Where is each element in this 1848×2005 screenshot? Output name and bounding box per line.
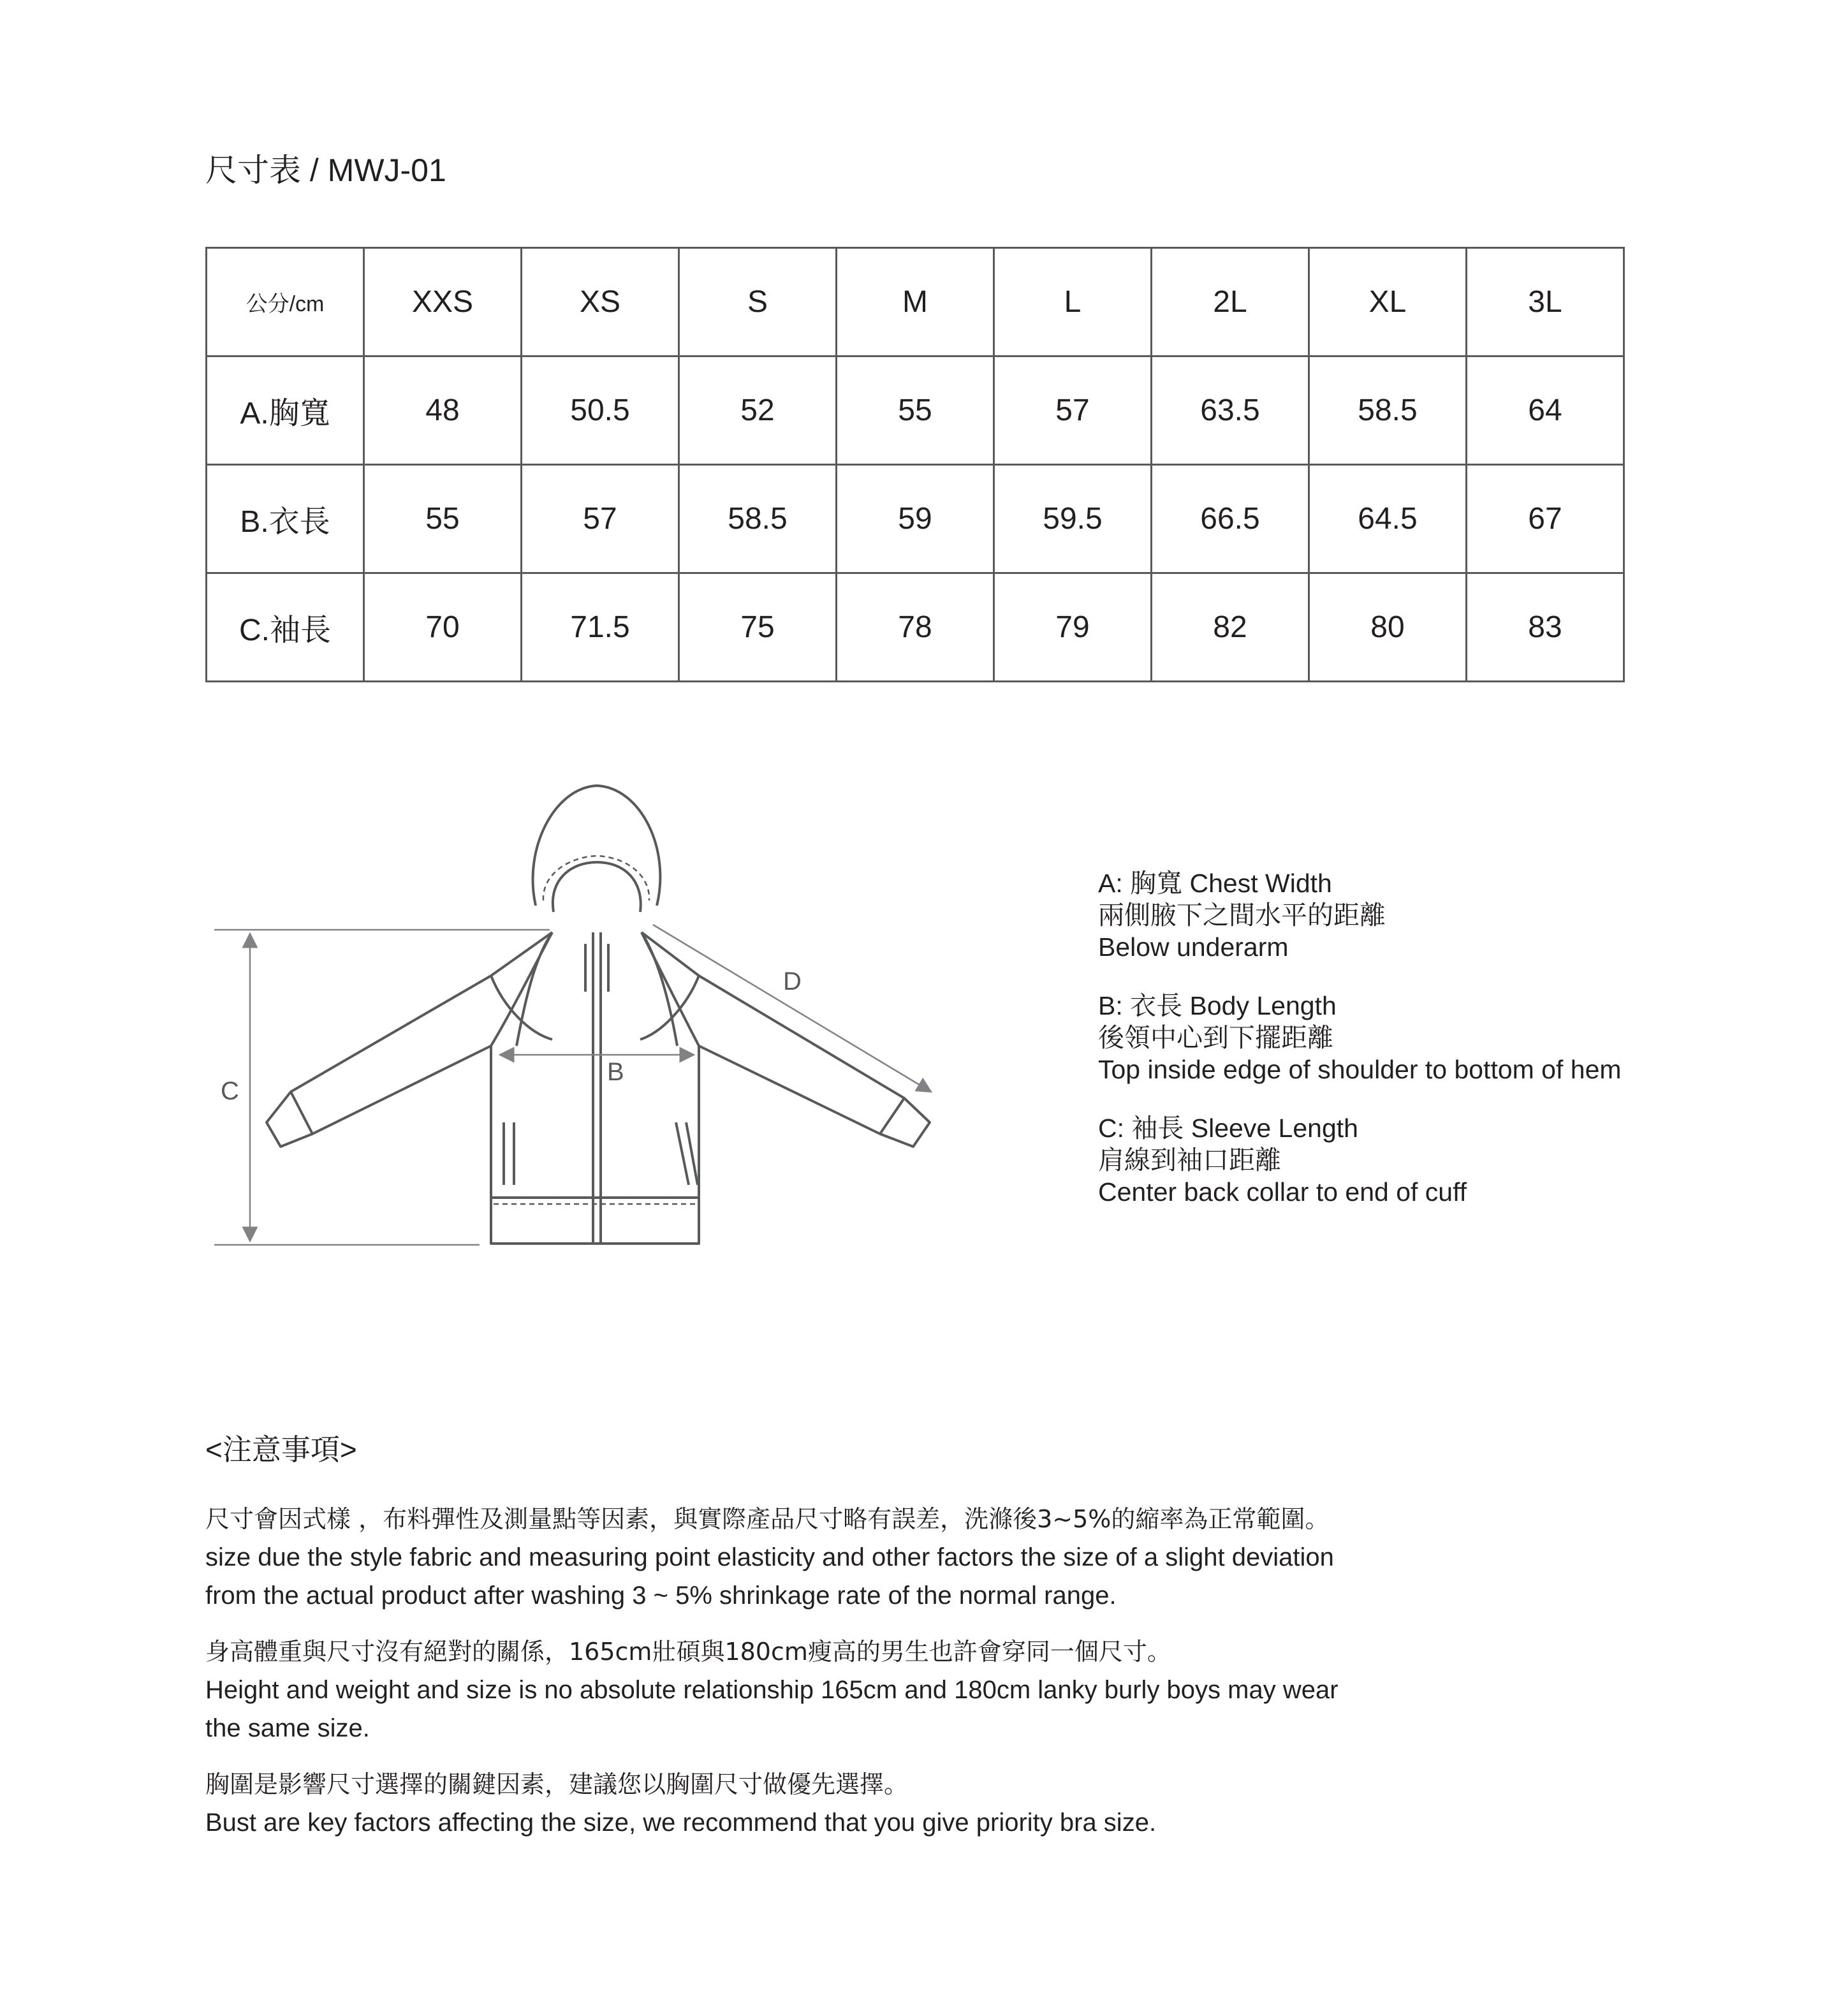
note-en: Height and weight and size is no absolute relationship 165cm and 180cm lanky burly boys may wear bbox=[205, 1676, 1338, 1704]
size-table bbox=[205, 247, 1625, 682]
table-row bbox=[207, 465, 1624, 573]
notes-title: <注意事項> bbox=[205, 1433, 357, 1466]
table-cell: 58.5 bbox=[1309, 356, 1467, 465]
legend-zh: 肩線到袖口距離 bbox=[1098, 1145, 1281, 1175]
note-zh: 尺寸會因式樣 ，布料彈性及測量點等因素，與實際產品尺寸略有誤差，洗滌後3~5%的縮率為正常範圍。 bbox=[205, 1505, 1330, 1533]
legend-item-body-length bbox=[1098, 990, 1831, 1085]
legend-title: C: 袖長 Sleeve Length bbox=[1098, 1113, 1358, 1143]
legend-en: Below underarm bbox=[1098, 932, 1289, 962]
table-cell: 79 bbox=[994, 573, 1152, 682]
legend-title: A: 胸寬 Chest Width bbox=[1098, 869, 1332, 898]
size-header-cell: S bbox=[679, 248, 837, 356]
table-row bbox=[207, 356, 1624, 465]
note-block bbox=[205, 1633, 1736, 1747]
size-header-cell: M bbox=[837, 248, 994, 356]
table-row bbox=[207, 573, 1624, 682]
row-label-body-length: B.衣長 bbox=[207, 465, 364, 573]
note-block bbox=[205, 1500, 1736, 1615]
table-cell: 64 bbox=[1467, 356, 1624, 465]
notes-section bbox=[205, 1427, 1736, 1860]
table-cell: 80 bbox=[1309, 573, 1467, 682]
size-header-cell: 2L bbox=[1152, 248, 1309, 356]
table-cell: 57 bbox=[994, 356, 1152, 465]
legend-item-sleeve-length bbox=[1098, 1112, 1831, 1208]
table-cell: 82 bbox=[1152, 573, 1309, 682]
table-cell: 63.5 bbox=[1152, 356, 1309, 465]
table-cell: 66.5 bbox=[1152, 465, 1309, 573]
legend-en: Center back collar to end of cuff bbox=[1098, 1177, 1467, 1207]
page-title: 尺寸表 / MWJ-01 bbox=[205, 152, 446, 188]
unit-header-cell: 公分/cm bbox=[207, 248, 364, 356]
diagram-label-d: D bbox=[783, 967, 802, 995]
note-block bbox=[205, 1765, 1736, 1842]
table-cell: 48 bbox=[364, 356, 522, 465]
table-header-row bbox=[207, 248, 1624, 356]
legend-zh: 後領中心到下擺距離 bbox=[1098, 1023, 1333, 1052]
table-cell: 57 bbox=[522, 465, 679, 573]
size-header-cell: XXS bbox=[364, 248, 522, 356]
table-cell: 78 bbox=[837, 573, 994, 682]
note-en: the same size. bbox=[205, 1714, 370, 1742]
table-cell: 50.5 bbox=[522, 356, 679, 465]
table-cell: 55 bbox=[837, 356, 994, 465]
note-zh: 胸圍是影響尺寸選擇的關鍵因素，建議您以胸圍尺寸做優先選擇。 bbox=[205, 1770, 909, 1798]
diagram-label-c: C bbox=[221, 1077, 239, 1105]
diagram-label-b: B bbox=[607, 1058, 624, 1086]
table-cell: 58.5 bbox=[679, 465, 837, 573]
legend-zh: 兩側腋下之間水平的距離 bbox=[1098, 900, 1386, 930]
table-cell: 67 bbox=[1467, 465, 1624, 573]
row-label-chest-width: A.胸寬 bbox=[207, 356, 364, 465]
legend-en: Top inside edge of shoulder to bottom of hem bbox=[1098, 1055, 1622, 1084]
note-en: from the actual product after washing 3 ~ 5% shrinkage rate of the normal range. bbox=[205, 1582, 1117, 1610]
legend-item-chest-width bbox=[1098, 867, 1831, 963]
size-header-cell: XS bbox=[522, 248, 679, 356]
table-cell: 75 bbox=[679, 573, 837, 682]
hoodie-outline bbox=[267, 786, 930, 1244]
table-cell: 71.5 bbox=[522, 573, 679, 682]
table-cell: 64.5 bbox=[1309, 465, 1467, 573]
table-cell: 52 bbox=[679, 356, 837, 465]
note-en: Bust are key factors affecting the size, we recommend that you give priority bra size. bbox=[205, 1809, 1157, 1837]
size-header-cell: 3L bbox=[1467, 248, 1624, 356]
table-cell: 59 bbox=[837, 465, 994, 573]
table-cell: 59.5 bbox=[994, 465, 1152, 573]
size-header-cell: XL bbox=[1309, 248, 1467, 356]
note-en: size due the style fabric and measuring point elasticity and other factors the size of a slight deviation bbox=[205, 1543, 1334, 1571]
note-zh: 身高體重與尺寸沒有絕對的關係，165cm壯碩與180cm瘦高的男生也許會穿同一個尺寸。 bbox=[205, 1638, 1171, 1666]
size-header-cell: L bbox=[994, 248, 1152, 356]
table-cell: 55 bbox=[364, 465, 522, 573]
measurement-legend bbox=[1098, 867, 1831, 1235]
legend-title: B: 衣長 Body Length bbox=[1098, 991, 1337, 1020]
row-label-sleeve-length: C.袖長 bbox=[207, 573, 364, 682]
hoodie-measurement-diagram bbox=[198, 772, 963, 1269]
table-cell: 70 bbox=[364, 573, 522, 682]
table-cell: 83 bbox=[1467, 573, 1624, 682]
